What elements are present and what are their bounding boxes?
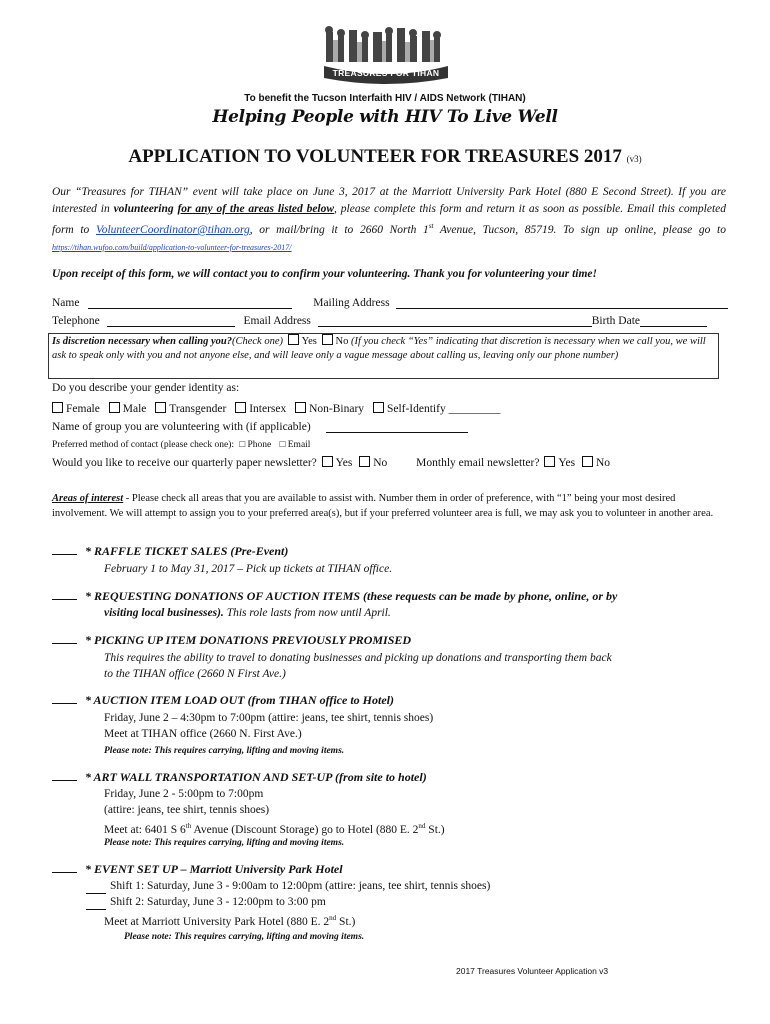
loadout-rank-field[interactable] [52,693,77,704]
signup-url-link[interactable]: https://tihan.wufoo.com/build/application-to-volunteer-for-treasures-2017/ [52,242,292,252]
setup-shift-2 [86,894,326,910]
monthly-yes-label: Yes [558,457,576,469]
discretion-explanation: (If you check “Yes” indicating that discretion is necessary when we call you, we will ask to speak only with you and not anyone else, and will leave only a vague message about calling us, leaving only our phone number) [52,336,706,361]
gender-question: Do you describe your gender identity as: [52,382,240,394]
discretion-question: Is discretion necessary when calling you? [52,336,232,347]
artwall-detail-2: (attire: jeans, tee shirt, tennis shoes) [104,804,270,816]
shift2-field[interactable] [86,898,106,910]
raffle-rank-field[interactable] [52,544,77,555]
gender-option-label: Non-Binary [309,403,365,415]
setup-title: * EVENT SET UP – Marriott University Park Hotel [85,862,343,876]
birth-date-label: Birth Date [591,315,640,327]
gender-option-label: Self-Identify _________ [386,403,501,415]
artwall-sup-nd: nd [418,822,426,830]
areas-label: Areas of interest [52,493,124,504]
paper-yes-label: Yes [335,457,353,469]
contact-row [52,440,310,450]
setup-meet-a: Meet at Marriott University Park Hotel (880 E. 2 [104,915,330,928]
logo-text: TREASURES FOR TIHAN [332,68,440,78]
intro-text-3: , or mail/bring it to 2660 North 1 [249,223,429,236]
monthly-newsletter-label: Monthly email newsletter? [416,457,540,469]
gender-option-label: Transgender [169,403,227,415]
raffle-detail: February 1 to May 31, 2017 – Pick up tickets at TIHAN office. [104,563,393,575]
benefit-line: To benefit the Tucson Interfaith HIV / AIDS Network (TIHAN) [244,93,526,104]
setup-note: Please note: This requires carrying, lifting and moving items. [124,932,365,942]
phone-checkbox[interactable]: □ [239,440,246,450]
picking-detail-2: to the TIHAN office (2660 N First Ave.) [104,668,286,680]
intro-text-4: Avenue, Tucson, 85719. To sign up online, please go to [433,223,727,236]
group-field[interactable] [326,421,468,433]
footer: 2017 Treasures Volunteer Application v3 [456,966,609,976]
discretion-yes-label: Yes [301,336,317,347]
group-label: Name of group you are volunteering with (if applicable) [52,421,311,433]
paper-no-checkbox[interactable] [359,456,370,467]
name-label: Name [52,297,80,309]
phone-option-label: Phone [247,440,272,450]
monthly-yes-checkbox[interactable] [544,456,555,467]
setup-item [52,862,343,877]
title-text: APPLICATION TO VOLUNTEER FOR TREASURES 2017 [128,146,622,167]
coordinator-email-link[interactable]: VolunteerCoordinator@tihan.org [95,223,250,236]
paper-no-label: No [373,457,388,469]
loadout-item [52,693,394,708]
requesting-detail [104,605,391,621]
artwall-meet-c: St.) [425,823,445,836]
mailing-address-field[interactable] [396,297,728,309]
birth-date-field[interactable] [640,315,707,327]
picking-title: * PICKING UP ITEM DONATIONS PREVIOUSLY PROMISED [85,633,412,647]
loadout-note: Please note: This requires carrying, lifting and moving items. [104,746,345,756]
name-field[interactable] [88,297,292,309]
check-one-label: (Check one) [231,336,283,347]
gender-selfidentify-checkbox[interactable] [373,402,384,413]
monthly-no-label: No [595,457,610,469]
loadout-detail-1: Friday, June 2 – 4:30pm to 7:00pm (attire: jeans, tee shirt, tennis shoes) [104,712,434,724]
artwall-detail-1: Friday, June 2 - 5:00pm to 7:00pm [104,788,264,800]
intro-text-2: , please complete this form and return it as soon as possible. Email this completed form to [52,203,726,236]
gender-nonbinary-checkbox[interactable] [295,402,306,413]
areas-text: - Please check all areas that you are available to assist with. Number them in order of preference, with “1” being your most desired involvement. We will attempt to assign you to your preferred area(s), but if your preferred volunteer area is full, we may ask you to volunteer in another area. [52,493,714,519]
intro-volunteering: volunteering [113,203,174,215]
intro-paragraph [52,184,726,256]
gender-female-checkbox[interactable] [52,402,63,413]
discretion-no-checkbox[interactable] [322,334,333,345]
requesting-tail: This role lasts from now until April. [223,607,391,619]
gender-options [52,402,500,415]
artwall-title: * ART WALL TRANSPORTATION AND SET-UP (from site to hotel) [85,770,427,784]
newsletter-row [52,456,610,469]
paper-newsletter-label: Would you like to receive our quarterly paper newsletter? [52,457,317,469]
gender-transgender-checkbox[interactable] [155,402,166,413]
telephone-field[interactable] [107,315,235,327]
artwall-item [52,770,427,785]
intro-sup: st [428,222,434,230]
name-row [52,297,728,309]
group-row [52,421,468,433]
intro-text-1: Our “Treasures for TIHAN” event will take place on June 3, 2017 at the Marriott University Park Hotel (880 E Second Street). If you are interested in [52,186,726,215]
gender-option-label: Female [66,403,100,415]
artwall-rank-field[interactable] [52,770,77,781]
setup-meet-b: St.) [336,915,356,928]
gender-male-checkbox[interactable] [109,402,120,413]
picking-detail-1: This requires the ability to travel to donating businesses and picking up donations and transporting them back [104,652,612,664]
shift1-label: Shift 1: Saturday, June 3 - 9:00am to 12:00pm (attire: jeans, tee shirt, tennis shoes) [110,880,491,892]
setup-meet [104,910,355,930]
page-title [0,146,770,168]
gender-option-label: Intersex [249,403,287,415]
artwall-meet-a: Meet at: 6401 S 6 [104,823,186,836]
contact-label: Preferred method of contact (please check one): [52,440,234,450]
artwall-note: Please note: This requires carrying, lifting and moving items. [104,838,345,848]
shift2-label: Shift 2: Saturday, June 3 - 12:00pm to 3:00 pm [110,896,326,908]
raffle-item [52,544,288,559]
email-checkbox[interactable]: □ [279,440,286,450]
email-option-label: Email [287,440,311,450]
setup-sup-nd: nd [329,914,337,922]
raffle-title: * RAFFLE TICKET SALES (Pre-Event) [85,544,289,558]
monthly-no-checkbox[interactable] [582,456,593,467]
telephone-label: Telephone [52,315,100,327]
version-label: (v3) [626,154,642,164]
requesting-title-2: visiting local businesses). [104,607,224,619]
requesting-title: * REQUESTING DONATIONS OF AUCTION ITEMS (these requests can be made by phone, online, or by [85,589,618,603]
requesting-rank-field[interactable] [52,589,77,600]
setup-shift-1 [86,878,490,894]
picking-rank-field[interactable] [52,633,77,644]
discretion-no-label: No [335,336,349,347]
setup-rank-field[interactable] [52,862,77,873]
email-address-label: Email Address [243,315,311,327]
discretion-yes-checkbox[interactable] [288,334,299,345]
artwall-sup-th: th [185,822,192,830]
areas-of-interest [52,491,718,521]
slogan: Helping People with HIV To Live Well [212,107,558,127]
shift1-field[interactable] [86,882,106,894]
receipt-note: Upon receipt of this form, we will contact you to confirm your volunteering. Thank you for volunteering your time! [52,268,597,280]
gender-option-label: Male [122,403,147,415]
paper-yes-checkbox[interactable] [322,456,333,467]
email-address-field[interactable] [318,315,592,327]
discretion-text [52,334,712,363]
mailing-address-label: Mailing Address [313,297,390,309]
telephone-row [52,315,707,327]
loadout-detail-2: Meet at TIHAN office (2660 N. First Ave.) [104,728,302,740]
requesting-item [52,589,617,604]
loadout-title: * AUCTION ITEM LOAD OUT (from TIHAN office to Hotel) [85,693,394,707]
intro-areas-phrase: for any of the areas listed below [177,203,335,215]
artwall-meet-b: Avenue (Discount Storage) go to Hotel (880 E. 2 [191,823,419,836]
picking-item [52,633,411,648]
gender-intersex-checkbox[interactable] [235,402,246,413]
